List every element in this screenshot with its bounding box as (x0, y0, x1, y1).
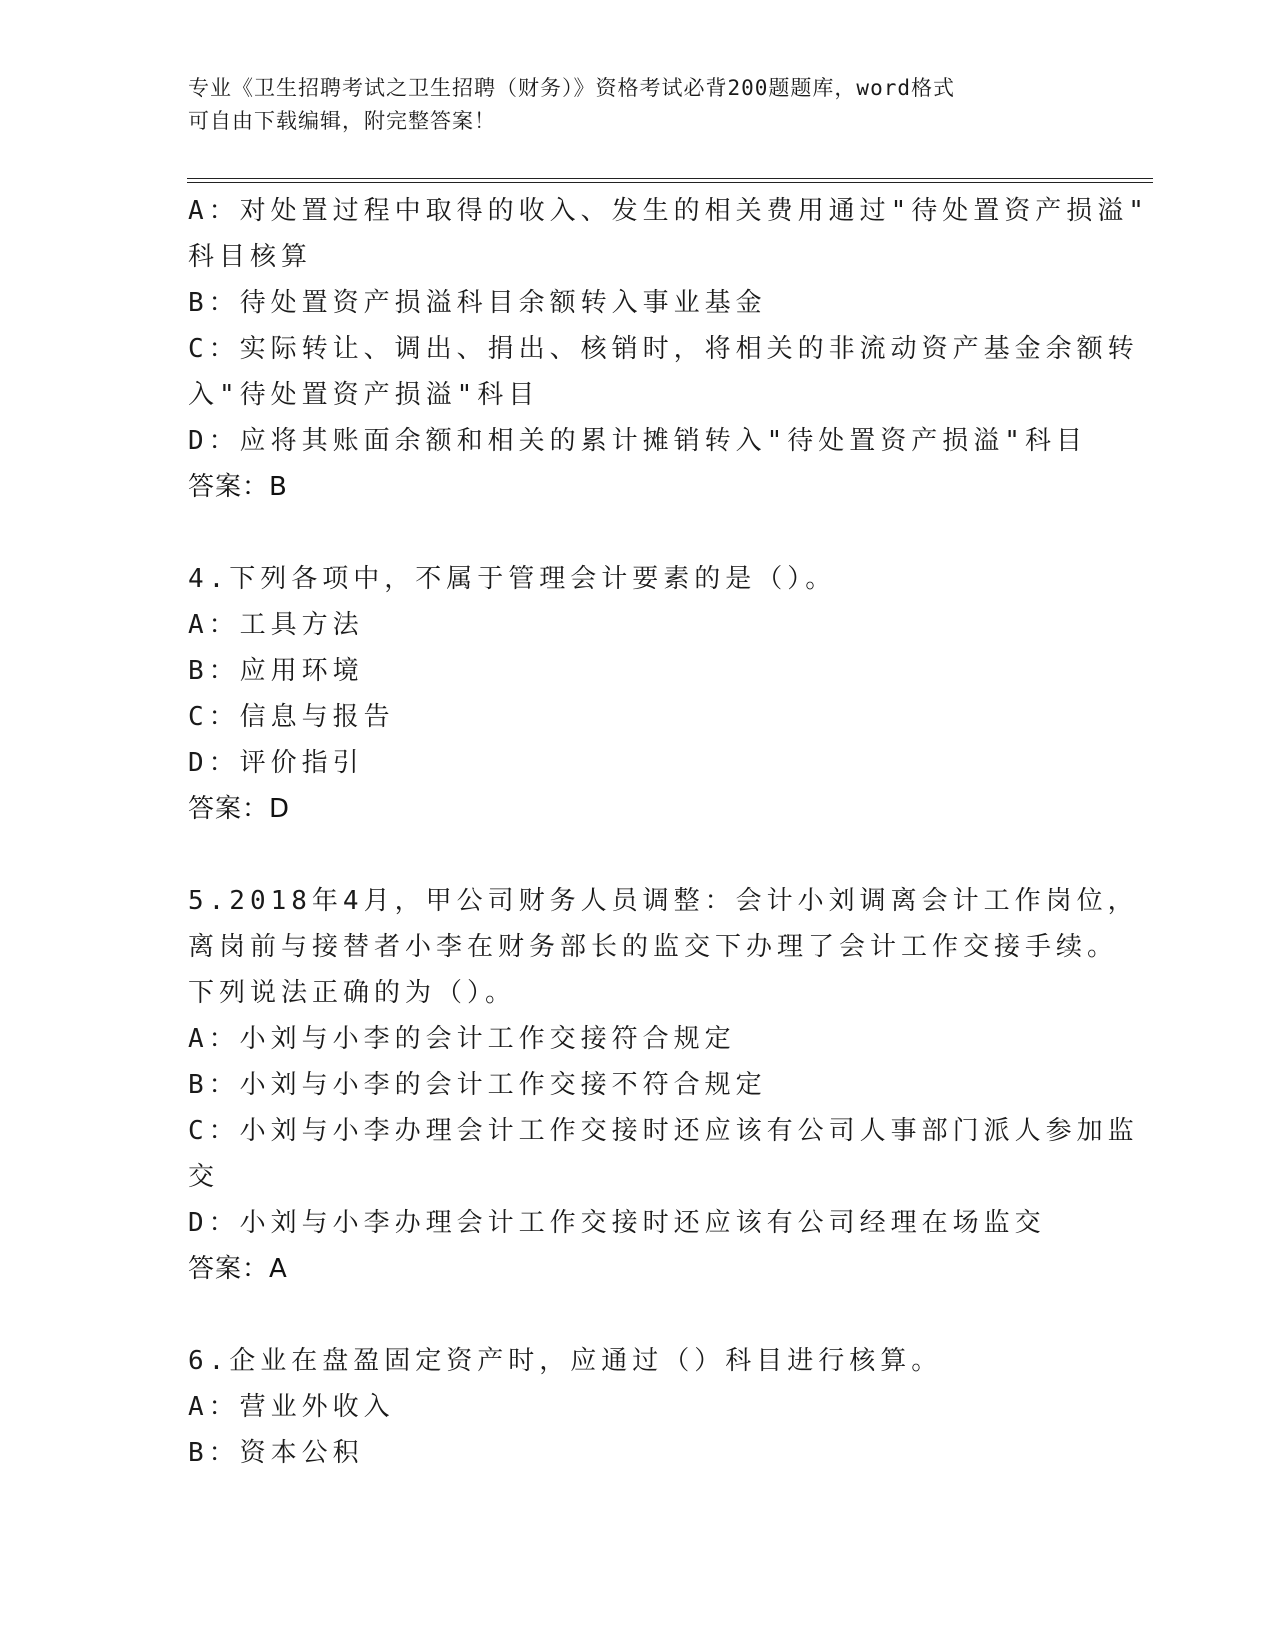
q5-stem-line-3: 下列说法正确的为（）。 (188, 978, 517, 1008)
question-4 (188, 556, 1088, 832)
q5-option-a: A：小刘与小李的会计工作交接符合规定 (188, 1024, 736, 1054)
header-title-line-2: 可自由下载编辑，附完整答案！ (188, 109, 496, 133)
q5-option-d: D：小刘与小李办理会计工作交接时还应该有公司经理在场监交 (188, 1208, 1046, 1238)
q4-stem: 4.下列各项中，不属于管理会计要素的是（）。 (188, 564, 837, 594)
q4-option-a: A：工具方法 (188, 610, 364, 640)
q3-option-c-line-1: C：实际转让、调出、捐出、核销时，将相关的非流动资产基金余额转 (188, 334, 1139, 364)
q4-answer: 答案：D (188, 794, 291, 824)
q6-option-b: B：资本公积 (188, 1438, 364, 1468)
q3-option-b: B：待处置资产损溢科目余额转入事业基金 (188, 288, 767, 318)
header-title-line-1: 专业《卫生招聘考试之卫生招聘（财务）》资格考试必背200题题库，word格式 (188, 76, 955, 100)
header-double-rule (187, 178, 1153, 183)
q6-option-a: A：营业外收入 (188, 1392, 395, 1422)
q5-answer: 答案：A (188, 1254, 288, 1284)
q3-option-a-line-1: A：对处置过程中取得的收入、发生的相关费用通过"待处置资产损溢" (188, 196, 1149, 226)
document-body (188, 188, 1149, 1476)
q5-option-b: B：小刘与小李的会计工作交接不符合规定 (188, 1070, 767, 1100)
q3-option-d: D：应将其账面余额和相关的累计摊销转入"待处置资产损溢"科目 (188, 426, 1087, 456)
q3-answer: 答案：B (188, 472, 288, 502)
q4-option-c: C：信息与报告 (188, 702, 395, 732)
question-5 (188, 878, 1139, 1292)
spacer (188, 1292, 1088, 1338)
question-3 (188, 188, 1149, 510)
spacer (188, 510, 1088, 556)
q3-option-c-line-2: 入"待处置资产损溢"科目 (188, 380, 540, 410)
q5-stem-line-1: 5.2018年4月，甲公司财务人员调整：会计小刘调离会计工作岗位， (188, 886, 1139, 916)
q5-stem-line-2: 离岗前与接替者小李在财务部长的监交下办理了会计工作交接手续。 (188, 932, 1119, 962)
q3-option-a-line-2: 科目核算 (188, 242, 313, 272)
q4-option-d: D：评价指引 (188, 748, 364, 778)
q4-option-b: B：应用环境 (188, 656, 364, 686)
q6-stem: 6.企业在盘盈固定资产时，应通过（）科目进行核算。 (188, 1346, 943, 1376)
q5-option-c-line-1: C：小刘与小李办理会计工作交接时还应该有公司人事部门派人参加监 (188, 1116, 1139, 1146)
question-6 (188, 1338, 1088, 1476)
spacer (188, 832, 1088, 878)
q5-option-c-line-2: 交 (188, 1162, 220, 1192)
document-header (188, 72, 1088, 138)
